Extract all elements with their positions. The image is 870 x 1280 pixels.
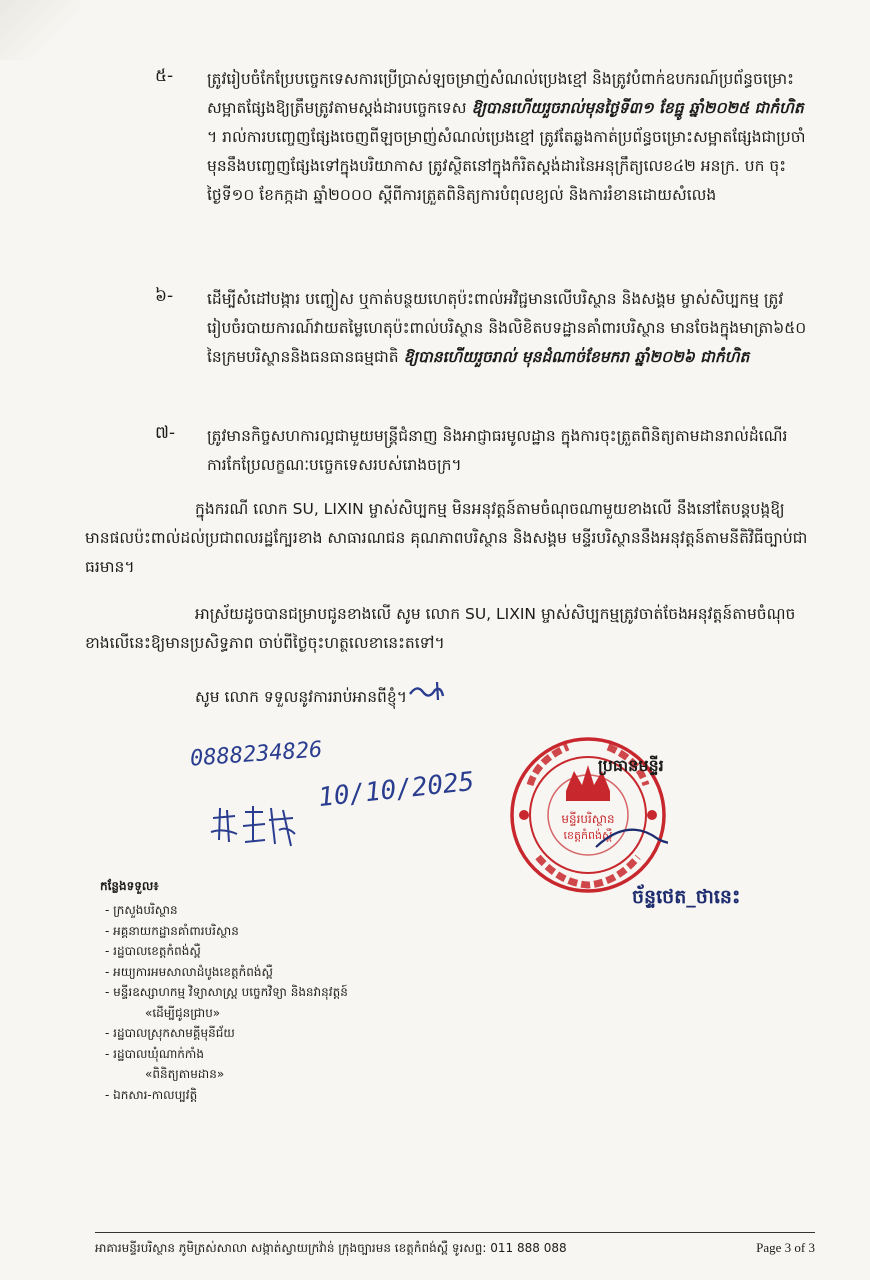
item-text: ត្រូវរៀបចំកែប្រែបច្ចេកទេសការប្រើប្រាស់ឡចម្រាញ់សំណល់ប្រេងខ្មៅ និងត្រូវបំពាក់ឧបករណ៍ប្រព័ន្ធចម្រោះសម្អាតផ្សែងឱ្យត្រឹមត្រូវតាមស្តង់ដារបច្ចេកទេស ឱ្យបានហើយរួចរាល់មុនថ្ងៃទី៣១ ខែធ្នូ ឆ្នាំ២០២៥ ជាកំហិត ។ រាល់ការបញ្ចេញផ្សែងចេញពីឡចម្រាញ់សំណល់ប្រេងខ្មៅ ត្រូវតែឆ្លងកាត់ប្រព័ន្ធចម្រោះសម្អាតផ្សែងជាប្រចាំ មុននឹងបញ្ចេញផ្សែងទៅក្នុងបរិយាកាស ត្រូវស្ថិតនៅក្នុងកំរិតស្តង់ដារនៃអនុក្រឹត្យលេខ៤២ អនក្រ. បក ចុះថ្ងៃទី១០ ខែកក្កដា ឆ្នាំ២០០០ ស្តីពីការត្រួតពិនិត្យការបំពុលខ្យល់ និងការរំខានដោយសំលេង — [207, 70, 806, 204]
recipient-signature — [205, 800, 300, 859]
item-deadline: ឱ្យបានហើយរួចរាល់ មុនដំណាច់ខែមករា ឆ្នាំ២០២៦ ជាកំហិត — [403, 348, 750, 366]
warning-paragraph: ក្នុងករណី លោក SU, LIXIN ម្ចាស់សិប្បកម្ម មិនអនុវត្តន៍តាមចំណុចណាមួយខាងលើ នឹងនៅតែបន្តបង្កឱ្យមានផលប៉ះពាល់ដល់ប្រជាពលរដ្ឋក្បែរខាង សាធារណជន គុណភាពបរិស្ថាន និងសង្គម មន្ទីរបរិស្ថាននឹងអនុវត្តន៍តាមនីតិវិធីច្បាប់ជាធរមាន។ — [85, 500, 808, 576]
cc-list — [105, 900, 348, 1105]
item-number: ៧- — [155, 423, 176, 443]
svg-text:មន្ទីរបរិស្ថាន: មន្ទីរបរិស្ថាន — [561, 812, 615, 826]
page-number: Page 3 of 3 — [756, 1240, 815, 1255]
item-number: ៥- — [155, 66, 174, 86]
cc-item: - រដ្ឋបាលស្រុកសាមគ្គីមុនីជ័យ — [105, 1026, 235, 1040]
cc-item: - អយ្យការអមសាលាដំបូងខេត្តកំពង់ស្ពឺ — [105, 964, 273, 979]
item-deadline: ឱ្យបានហើយរួចរាល់មុនថ្ងៃទី៣១ ខែធ្នូ ឆ្នាំ២០២៥ ជាកំហិត — [471, 99, 804, 117]
item-text: ដើម្បីសំដៅបង្ការ បញ្ចៀស ឬកាត់បន្ថយហេតុប៉ះពាល់អវិជ្ជមានលើបរិស្ថាន និងសង្គម ម្ចាស់សិប្បកម្ម ត្រូវរៀបចំរបាយការណ៍វាយតម្លៃហេតុប៉ះពាល់បរិស្ថាន និងលិខិតបទដ្ឋានគាំពារបរិស្ថាន មានចែងក្នុងមាត្រា៦៥០ នៃក្រមបរិស្ថាននិងធនធានធម្មជាតិ ឱ្យបានហើយរួចរាល់ មុនដំណាច់ខែមករា ឆ្នាំ២០២៦ ជាកំហិត — [207, 290, 807, 366]
list-item-7 — [155, 422, 815, 482]
cc-note: «ដើម្បីជូនជ្រាប» — [145, 1005, 221, 1020]
footer-address: អាគារមន្ទីរបរិស្ថាន ភូមិត្រស់សាលា សង្កាត់ស្វាយក្រវ៉ាន់ ក្រុងច្បារមន ខេត្តកំពង់ស្ពឺ ទូរសព្ទ: 011 888 088 — [95, 1241, 567, 1255]
handwritten-date: 10/10/2025 — [316, 766, 476, 814]
item-number: ៦- — [155, 286, 174, 306]
svg-text:ខេត្តកំពង់ស្ពឺ: ខេត្តកំពង់ស្ពឺ — [563, 829, 613, 842]
cc-item: - មន្ទីរឧស្សាហកម្ម វិទ្យាសាស្រ្ត បច្ចេកវិទ្យា និងនវានុវត្តន៍ — [105, 985, 348, 999]
cc-item: - រដ្ឋបាលខេត្តកំពង់ស្ពឺ — [105, 944, 201, 958]
conclusion-paragraph: អាស្រ័យដូចបានជម្រាបជូនខាងលើ សូម លោក SU, LIXIN ម្ចាស់សិប្បកម្មត្រូវចាត់ចែងអនុវត្តន៍តាមចំណុចខាងលើនេះឱ្យមានប្រសិទ្ធភាព ចាប់ពីថ្ងៃចុះហត្ថលេខានេះតទៅ។ — [85, 605, 796, 652]
initials-mark — [407, 680, 447, 702]
cc-note: «ពិនិត្យតាមដាន» — [145, 1067, 225, 1081]
signatory-name: ច័ន្ទថេត_ថានេះ — [632, 886, 741, 908]
signatory-title: ប្រធានមន្ទីរ — [598, 756, 664, 775]
cc-item: - ឯកសារ-កាលប្បវត្តិ — [105, 1087, 198, 1102]
list-item-5 — [155, 65, 815, 265]
handwritten-phone: 0888234826 — [189, 737, 324, 772]
recipient-signature-strokes — [205, 800, 300, 855]
closing-line: សូម លោក ទទួលនូវការរាប់អានពីខ្ញុំ។ — [195, 680, 447, 710]
cc-item: - អគ្គនាយកដ្ឋានគាំពារបរិស្ថាន — [105, 923, 239, 938]
item-text: ត្រូវមានកិច្ចសហការល្អជាមួយមន្ត្រីជំនាញ និងអាជ្ញាធរមូលដ្ឋាន ក្នុងការចុះត្រួតពិនិត្យតាមដានរាល់ដំណើរការកែប្រែលក្ខណៈបច្ចេកទេសរបស់រោងចក្រ។ — [207, 427, 788, 474]
footer — [95, 1240, 815, 1258]
page-fold-shadow — [0, 0, 80, 60]
footer-divider — [95, 1232, 815, 1233]
cc-title: កន្លែងទទួល៖ — [100, 879, 159, 893]
cc-item: - ក្រសួងបរិស្ថាន — [105, 903, 178, 917]
cc-item: - រដ្ឋបាលឃុំណាក់កាំង — [105, 1046, 204, 1061]
list-item-6 — [155, 285, 815, 400]
